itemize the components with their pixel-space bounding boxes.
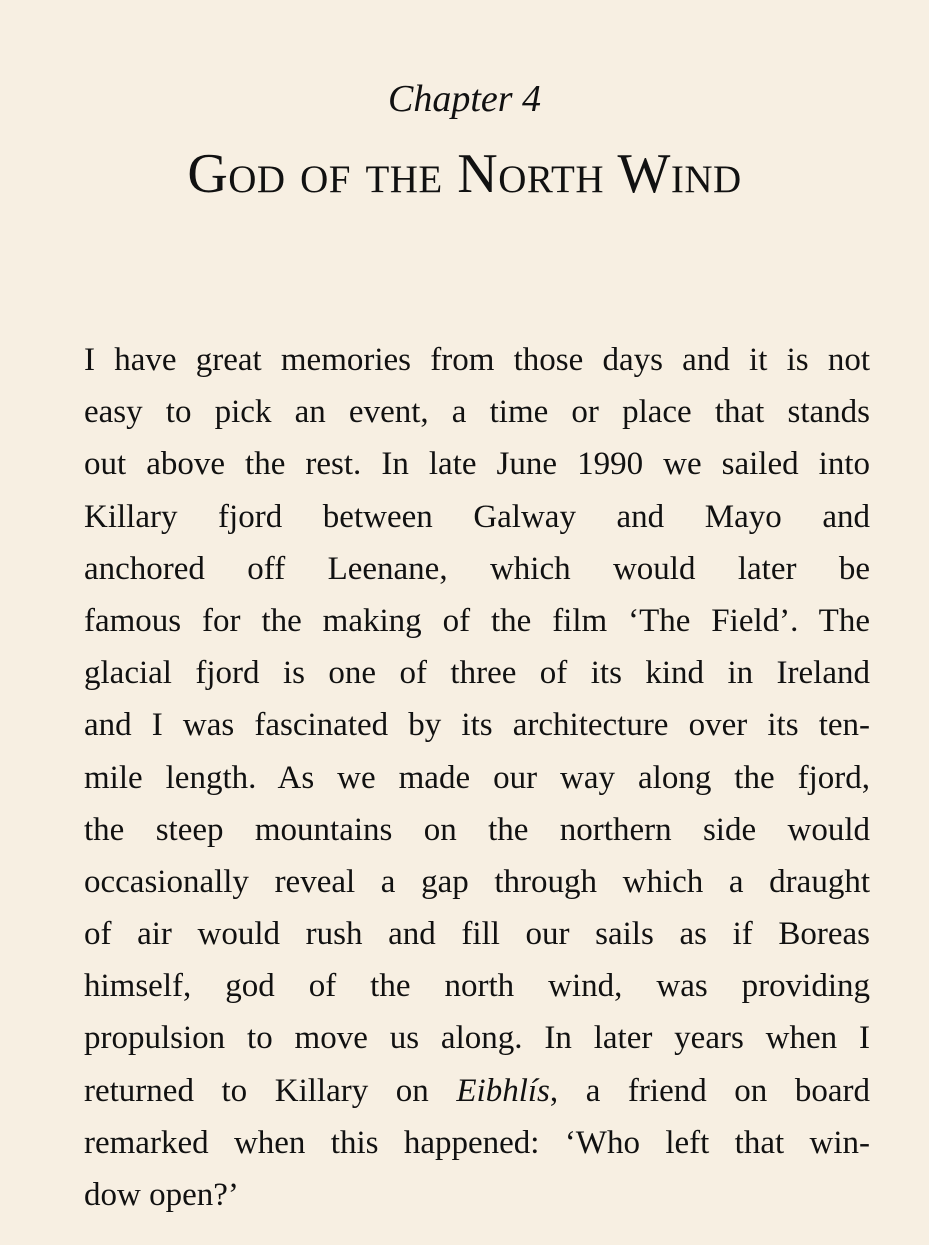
text-line: easy to pick an event, a time or place that stands: [84, 394, 870, 431]
text-line: famous for the making of the film ‘The Field’. The: [84, 602, 870, 639]
text-fragment: returned to Killary on: [84, 1072, 457, 1109]
text-line: anchored off Leenane, which would later be: [84, 550, 870, 587]
text-line: glacial fjord is one of three of its kind in Ireland: [84, 655, 870, 692]
text-line: Killary fjord between Galway and Mayo and: [84, 498, 870, 535]
text-line: mile length. As we made our way along the fjord,: [84, 759, 870, 796]
boat-name: Eibhlís: [456, 1072, 550, 1109]
text-line: himself, god of the north wind, was providing: [84, 968, 870, 1005]
chapter-title: God of the North Wind: [187, 143, 742, 205]
text-line: propulsion to move us along. In later years when I: [84, 1020, 870, 1057]
text-line: the steep mountains on the northern side would: [84, 811, 870, 848]
text-line: of air would rush and fill our sails as if Boreas: [84, 916, 870, 953]
text-line-with-boat-name: [84, 1065, 870, 1117]
chapter-number: Chapter 4: [387, 78, 542, 120]
text-line: occasionally reveal a gap through which a draught: [84, 863, 870, 900]
body-paragraph: [84, 334, 870, 1221]
text-line: out above the rest. In late June 1990 we sailed into: [84, 446, 870, 483]
text-line: I have great memories from those days and it is not: [84, 342, 870, 378]
text-line: remarked when this happened: ‘Who left that win-: [84, 1124, 870, 1161]
text-line: and I was fascinated by its architecture over its ten-: [84, 707, 870, 744]
text-fragment: , a friend on board: [549, 1072, 870, 1109]
text-line-last: dow open?’: [84, 1177, 239, 1213]
